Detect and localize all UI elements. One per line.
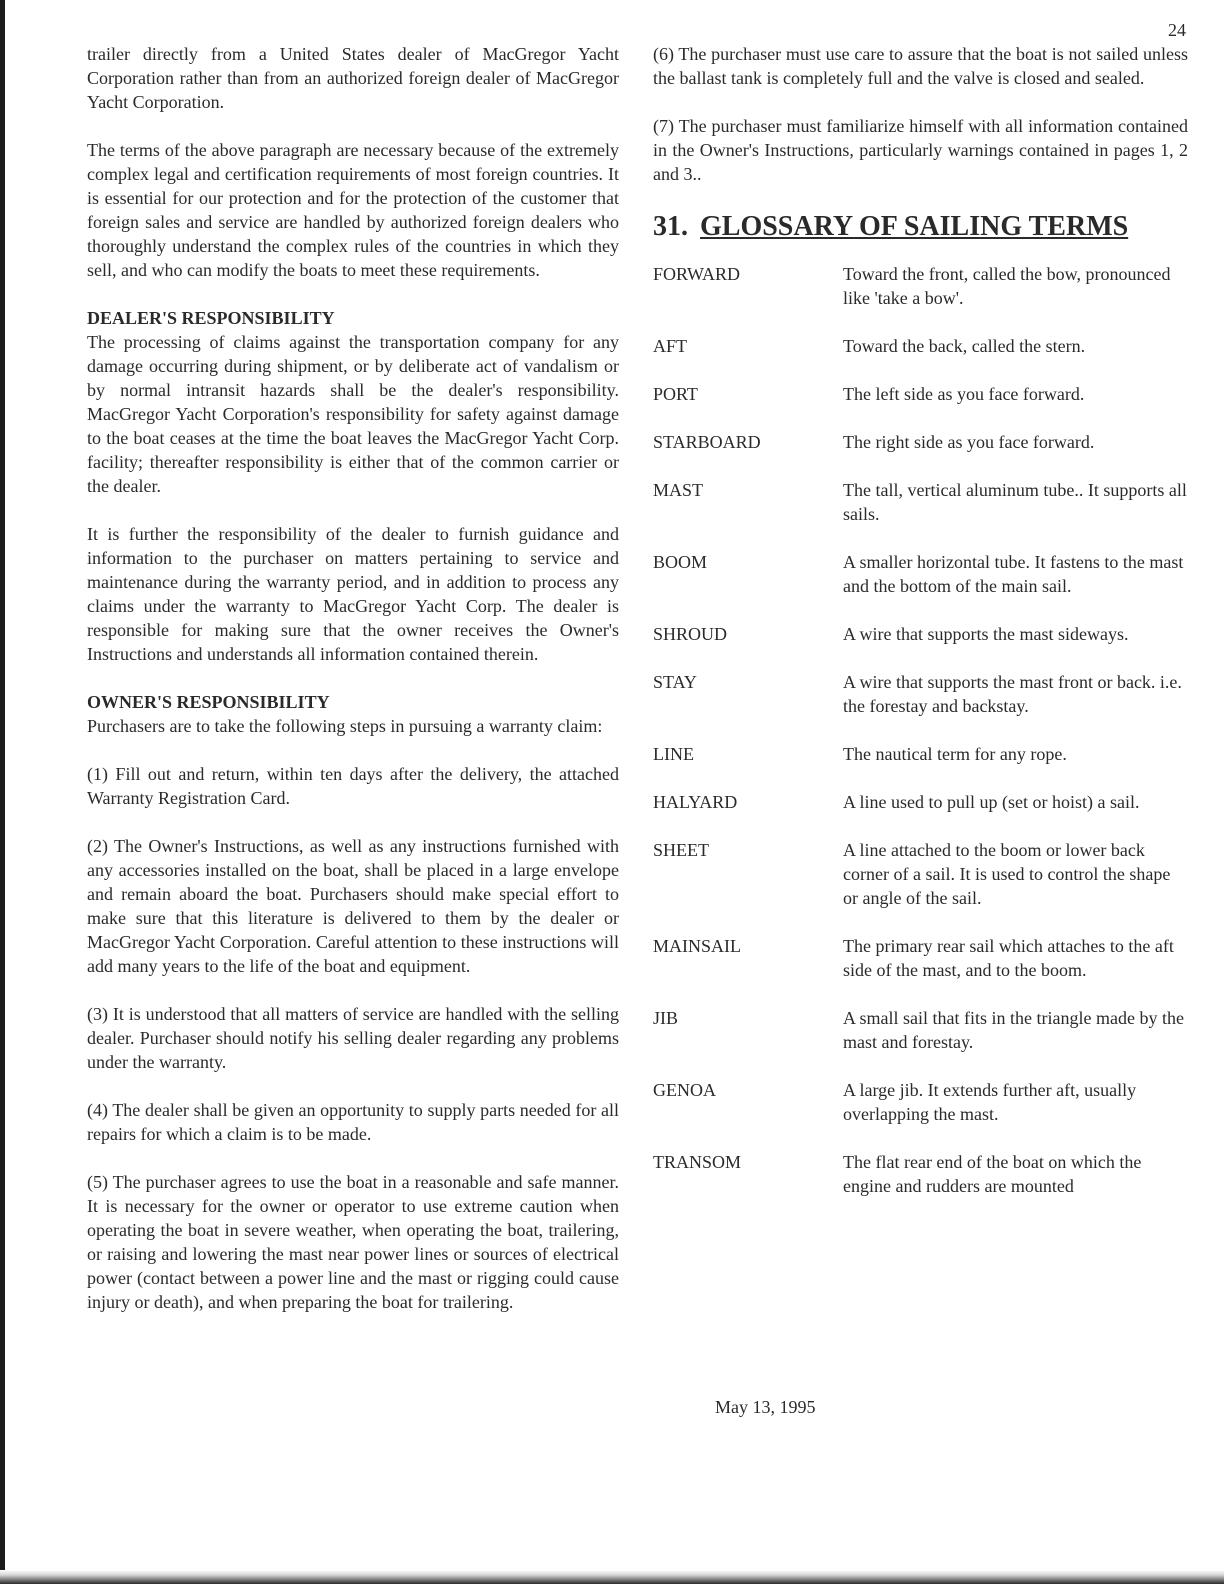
glossary-row: [653, 790, 1188, 814]
section-title-text: GLOSSARY OF SAILING TERMS: [700, 211, 1129, 242]
glossary-definition: A wire that supports the mast front or back. i.e. the forestay and backstay.: [843, 672, 1182, 716]
glossary-term: MAST: [653, 480, 704, 500]
glossary-term: LINE: [653, 744, 694, 764]
glossary-definition: The primary rear sail which attaches to the aft side of the mast, and to the boom.: [843, 936, 1174, 980]
glossary-definition: Toward the front, called the bow, pronounced like 'take a bow'.: [843, 264, 1171, 308]
glossary-definition: Toward the back, called the stern.: [843, 336, 1086, 356]
glossary-section-title: [653, 210, 1188, 244]
glossary-term: FORWARD: [653, 264, 741, 284]
glossary-row: [653, 1006, 1188, 1054]
glossary-term: AFT: [653, 336, 688, 356]
warranty-step-6: (6) The purchaser must use care to assure that the boat is not sailed unless the ballast tank is completely full and the valve is closed and sealed.: [653, 44, 1188, 88]
paragraph-owner-intro: Purchasers are to take the following steps in pursuing a warranty claim:: [87, 716, 603, 736]
glossary-definition: The tall, vertical aluminum tube.. It supports all sails.: [843, 480, 1187, 524]
glossary-term: MAINSAIL: [653, 936, 741, 956]
page-edge-shadow: [0, 0, 5, 1584]
glossary-term: BOOM: [653, 552, 708, 572]
glossary-definition: A large jib. It extends further aft, usually overlapping the mast.: [843, 1080, 1137, 1124]
paragraph-foreign-requirements: The terms of the above paragraph are necessary because of the extremely complex legal and certification requirements of most foreign countries. It is essential for our protection and for the protection of the customer that foreign sales and service are handled by authorized foreign dealers who thoroughly understand the complex rules of the countries in which they sell, and who can modify the boats to meet these requirements.: [87, 140, 619, 280]
warranty-step-5: (5) The purchaser agrees to use the boat in a reasonable and safe manner. It is necessary for the owner or operator to use extreme caution when operating the boat in severe weather, when operating the boat, trailering, or raising and lowering the mast near power lines or sources of electrical power (contact between a power line and the mast or rigging could cause injury or death), and when preparing the boat for trailering.: [87, 1172, 619, 1312]
warranty-step-3: (3) It is understood that all matters of service are handled with the selling dealer. Purchaser should notify his selling dealer regarding any problems under the warranty.: [87, 1004, 619, 1072]
footer-date: May 13, 1995: [715, 1397, 816, 1417]
glossary-term: STAY: [653, 672, 697, 692]
glossary-term: SHROUD: [653, 624, 728, 644]
section-number: 31.: [653, 211, 688, 242]
glossary-row: [653, 838, 1188, 910]
glossary-row: [653, 670, 1188, 718]
paragraph-dealer-claims: The processing of claims against the transportation company for any damage occurring during shipment, or by deliberate act of vandalism or by normal intransit hazards shall be the dealer's responsibility. MacGregor Yacht Corporation's responsibility for safety against damage to the boat ceases at the time the boat leaves the MacGregor Yacht Corp. facility; thereafter responsibility is either that of the common carrier or the dealer.: [87, 332, 619, 496]
glossary-row: [653, 742, 1188, 766]
paragraph-dealer-guidance: It is further the responsibility of the dealer to furnish guidance and information to the purchaser on matters pertaining to service and maintenance during the warranty period, and in addition to process any claims under the warranty to MacGregor Yacht Corp. The dealer is responsible for making sure that the owner receives the Owner's Instructions and understands all information contained therein.: [87, 524, 619, 664]
glossary-term: STARBOARD: [653, 432, 761, 452]
glossary-term: PORT: [653, 384, 698, 404]
glossary-row: [653, 934, 1188, 982]
warranty-step-7: (7) The purchaser must familiarize himself with all information contained in the Owner's Instructions, particularly warnings contained in pages 1, 2 and 3..: [653, 116, 1188, 184]
warranty-step-4: (4) The dealer shall be given an opportunity to supply parts needed for all repairs for which a claim is to be made.: [87, 1100, 619, 1144]
glossary-row: [653, 382, 1188, 406]
glossary-row: [653, 430, 1188, 454]
glossary-definition: A small sail that fits in the triangle made by the mast and forestay.: [843, 1008, 1184, 1052]
glossary-definition: The right side as you face forward.: [843, 432, 1095, 452]
glossary-row: [653, 550, 1188, 598]
glossary-row: [653, 622, 1188, 646]
paragraph-foreign-dealer-cont: trailer directly from a United States dealer of MacGregor Yacht Corporation rather than from an authorized foreign dealer of MacGregor Yacht Corporation.: [87, 44, 619, 112]
glossary-definition: A line used to pull up (set or hoist) a sail.: [843, 792, 1140, 812]
glossary-definition: A line attached to the boom or lower back corner of a sail. It is used to control the shape or angle of the sail.: [843, 840, 1171, 908]
glossary-table: [653, 262, 1188, 1198]
glossary-term: JIB: [653, 1008, 679, 1028]
glossary-definition: A smaller horizontal tube. It fastens to the mast and the bottom of the main sail.: [843, 552, 1184, 596]
glossary-row: [653, 262, 1188, 310]
glossary-row: [653, 478, 1188, 526]
glossary-row: [653, 1150, 1188, 1198]
glossary-definition: The left side as you face forward.: [843, 384, 1085, 404]
glossary-definition: The nautical term for any rope.: [843, 744, 1067, 764]
dealer-responsibility-heading: DEALER'S RESPONSIBILITY: [87, 308, 335, 328]
glossary-row: [653, 1078, 1188, 1126]
glossary-term: TRANSOM: [653, 1152, 742, 1172]
page-bottom-edge: [0, 1570, 1224, 1584]
warranty-step-2: (2) The Owner's Instructions, as well as any instructions furnished with any accessories installed on the boat, shall be placed in a large envelope and remain aboard the boat. Purchasers should make special effort to make sure that this literature is delivered to them by the dealer or MacGregor Yacht Corporation. Careful attention to these instructions will add many years to the life of the boat and equipment.: [87, 836, 619, 976]
glossary-definition: A wire that supports the mast sideways.: [843, 624, 1129, 644]
glossary-term: GENOA: [653, 1080, 716, 1100]
warranty-step-1: (1) Fill out and return, within ten days after the delivery, the attached Warranty Registration Card.: [87, 764, 619, 808]
glossary-term: HALYARD: [653, 792, 738, 812]
owner-responsibility-heading: OWNER'S RESPONSIBILITY: [87, 692, 330, 712]
right-column: [653, 42, 1188, 1198]
page-number: 24: [1168, 20, 1186, 40]
glossary-term: SHEET: [653, 840, 709, 860]
left-column: [87, 42, 619, 1338]
glossary-definition: The flat rear end of the boat on which the engine and rudders are mounted: [843, 1152, 1142, 1196]
glossary-row: [653, 334, 1188, 358]
